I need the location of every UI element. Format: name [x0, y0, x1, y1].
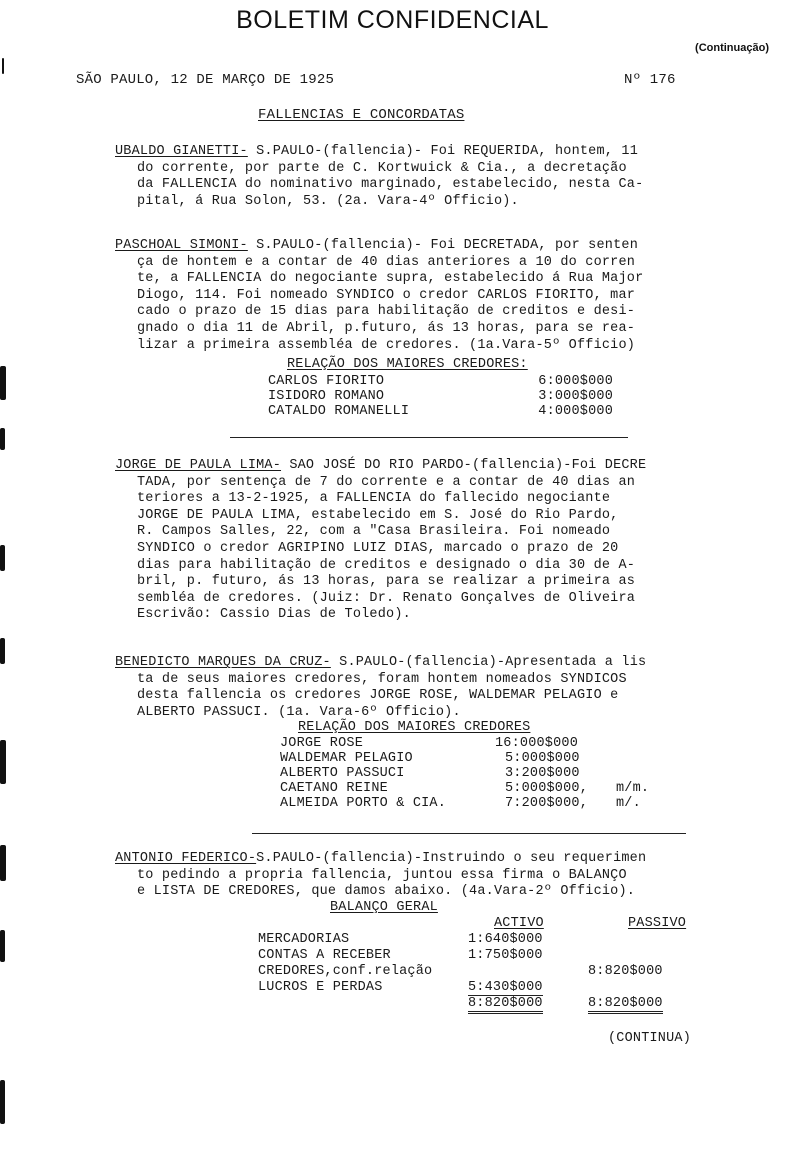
section-divider: [252, 833, 686, 834]
creditor-row: [268, 389, 613, 404]
scan-edge-mark: [0, 428, 5, 450]
creditor-row: [280, 736, 649, 751]
creditor-row: [268, 404, 613, 419]
creditor-value: 6:000$000: [538, 374, 613, 389]
entry-line: bril, p. futuro, ás 13 horas, para se realizar a primeira as: [137, 574, 636, 590]
scan-edge-mark: [2, 58, 4, 74]
creditor-note: [610, 766, 616, 781]
scan-edge-mark: [0, 845, 6, 881]
bulletin-number: Nº 176: [624, 72, 676, 88]
entry-name: ANTONIO FEDERICO-: [115, 851, 257, 866]
entry-line: SYNDICO o credor AGRIPINO LUIZ DIAS, marcado o prazo de 20: [137, 540, 619, 556]
balance-activo: 5:430$000: [468, 980, 543, 995]
entry-line: te, a FALLENCIA do negociante supra, estabelecido á Rua Major: [137, 271, 644, 287]
creditors-table: [268, 374, 613, 419]
balance-activo: 1:750$000: [468, 948, 543, 963]
bulletin-title: BOLETIM CONFIDENCIAL: [236, 6, 549, 34]
balance-activo: 1:640$000: [468, 932, 543, 947]
balance-row: [258, 948, 708, 964]
entry-line: Escrivão: Cassio Dias de Toledo).: [137, 607, 411, 623]
entry-line: dias para habilitação de creditos e designado o dia 30 de A-: [137, 557, 636, 573]
entry-line: lizar a primeira assembléa de credores. (1a.Vara-5º Officio): [137, 337, 636, 353]
creditor-name: ISIDORO ROMANO: [268, 389, 385, 404]
entry-line: ça de hontem e a contar de 40 dias anteriores a 10 do corren: [137, 254, 636, 270]
scan-edge-mark: [0, 930, 5, 962]
section-heading: FALLENCIAS E CONCORDATAS: [258, 107, 465, 123]
creditor-name: WALDEMAR PELAGIO: [280, 751, 413, 766]
entry-name: PASCHOAL SIMONI-: [115, 238, 248, 253]
balance-label: LUCROS E PERDAS: [258, 980, 383, 995]
section-divider: [230, 437, 628, 438]
scan-edge-mark: [0, 1080, 5, 1124]
balance-passivo: [588, 948, 698, 964]
entry-line: desta fallencia os credores JORGE ROSE, WALDEMAR PELAGIO e: [137, 688, 619, 704]
balance-row: [258, 964, 708, 980]
activo-header: ACTIVO: [494, 916, 544, 931]
entry-line: to pedindo a propria fallencia, juntou essa firma o BALANÇO: [137, 867, 627, 883]
creditor-name: CARLOS FIORITO: [268, 374, 385, 389]
entry-name: JORGE DE PAULA LIMA-: [115, 458, 282, 473]
creditor-value: 4:000$000: [538, 404, 613, 419]
entry-line: S.PAULO-(fallencia)- Foi REQUERIDA, hontem, 11: [247, 144, 638, 159]
balance-total-row: [258, 996, 708, 1012]
balance-row: [258, 980, 708, 996]
entry-benedicto-marques-da-cruz: [115, 655, 735, 721]
creditor-row: [280, 796, 649, 811]
balance-label: CONTAS A RECEBER: [258, 948, 391, 963]
scan-edge-mark: [0, 740, 6, 784]
entry-line: S.PAULO-(fallencia)-Instruindo o seu requerimen: [256, 851, 647, 866]
creditor-value: 3:200$000: [505, 766, 580, 781]
entry-line: ALBERTO PASSUCI. (1a. Vara-6º Officio).: [137, 704, 461, 720]
creditor-value: 7:200$000,: [505, 796, 589, 811]
entry-line: R. Campos Salles, 22, com a "Casa Brasileira. Foi nomeado: [137, 524, 611, 540]
creditor-row: [280, 781, 649, 796]
balance-passivo: [588, 932, 698, 948]
creditors-table-title: RELAÇÃO DOS MAIORES CREDORES:: [287, 357, 528, 372]
entry-paschoal-simoni: [115, 238, 735, 354]
creditor-name: CATALDO ROMANELLI: [268, 404, 410, 419]
balance-row: [258, 932, 708, 948]
balance-activo: [468, 964, 588, 980]
scan-edge-mark: [0, 638, 5, 664]
scan-edge-mark: [0, 545, 5, 571]
entry-line: S.PAULO-(fallencia)-Apresentada a lis: [330, 655, 647, 670]
passivo-header: PASSIVO: [628, 916, 687, 931]
balance-title: BALANÇO GERAL: [330, 900, 438, 915]
entry-line: pital, á Rua Solon, 53. (2a. Vara-4º Officio).: [137, 193, 519, 209]
creditor-note: [610, 736, 616, 751]
creditors-table: [280, 736, 649, 811]
entry-name: BENEDICTO MARQUES DA CRUZ-: [115, 655, 331, 670]
continua-note: (CONTINUA): [608, 1031, 692, 1046]
creditor-value: 5:000$000: [505, 751, 580, 766]
entry-line: sembléa de credores. (Juiz: Dr. Renato Gonçalves de Oliveira: [137, 590, 636, 606]
creditor-value: 5:000$000,: [505, 781, 589, 796]
location-date: SÃO PAULO, 12 DE MARÇO DE 1925: [76, 72, 335, 88]
creditor-name: ALMEIDA PORTO & CIA.: [280, 796, 447, 811]
continuation-note: (Continuação): [695, 42, 769, 54]
balance-label: CREDORES,conf.relação: [258, 964, 433, 979]
entry-line: da FALLENCIA do nominativo marginado, estabelecido, nesta Ca-: [137, 177, 644, 193]
entry-line: teriores a 13-2-1925, a FALLENCIA do fallecido negociante: [137, 491, 611, 507]
scan-edge-mark: [0, 366, 6, 400]
creditor-note: m/m.: [616, 781, 650, 796]
balance-table: [258, 932, 708, 1012]
total-activo: 8:820$000: [468, 997, 543, 1014]
creditor-name: JORGE ROSE: [280, 736, 364, 751]
entry-line: TADA, por sentença de 7 do corrente e a contar de 40 dias an: [137, 474, 636, 490]
total-passivo: 8:820$000: [588, 997, 663, 1014]
creditor-note: [610, 751, 616, 766]
entry-name: UBALDO GIANETTI-: [115, 144, 248, 159]
entry-line: e LISTA DE CREDORES, que damos abaixo. (4a.Vara-2º Officio).: [137, 884, 636, 900]
entry-line: JORGE DE PAULA LIMA, estabelecido em S. José do Rio Pardo,: [137, 507, 619, 523]
creditor-row: [280, 766, 649, 781]
balance-passivo: [588, 980, 698, 996]
entry-jorge-de-paula-lima: [115, 458, 735, 624]
entry-line: SAO JOSÉ DO RIO PARDO-(fallencia)-Foi DECRE: [281, 458, 647, 473]
creditor-name: ALBERTO PASSUCI: [280, 766, 405, 781]
creditor-row: [280, 751, 649, 766]
entry-line: gnado o dia 11 de Abril, p.futuro, ás 13 horas, para se rea-: [137, 320, 636, 336]
entry-line: do corrente, por parte de C. Kortwuick & Cia., a decretação: [137, 160, 627, 176]
entry-antonio-federico: [115, 851, 735, 901]
creditor-row: [268, 374, 613, 389]
creditor-value: 3:000$000: [538, 389, 613, 404]
entry-line: ta de seus maiores credores, foram hontem nomeados SYNDICOS: [137, 671, 627, 687]
entry-line: cado o prazo de 15 dias para habilitação de creditos e desi-: [137, 304, 636, 320]
creditor-note: m/.: [616, 796, 641, 811]
creditor-name: CAETANO REINE: [280, 781, 388, 796]
balance-passivo: 8:820$000: [588, 964, 663, 979]
entry-line: Diogo, 114. Foi nomeado SYNDICO o credor CARLOS FIORITO, mar: [137, 287, 636, 303]
creditor-value: 16:000$000: [495, 736, 579, 751]
balance-label: MERCADORIAS: [258, 932, 350, 947]
entry-ubaldo-gianetti: [115, 144, 735, 210]
entry-line: S.PAULO-(fallencia)- Foi DECRETADA, por senten: [247, 238, 638, 253]
creditors-table-title: RELAÇÃO DOS MAIORES CREDORES: [298, 720, 531, 735]
